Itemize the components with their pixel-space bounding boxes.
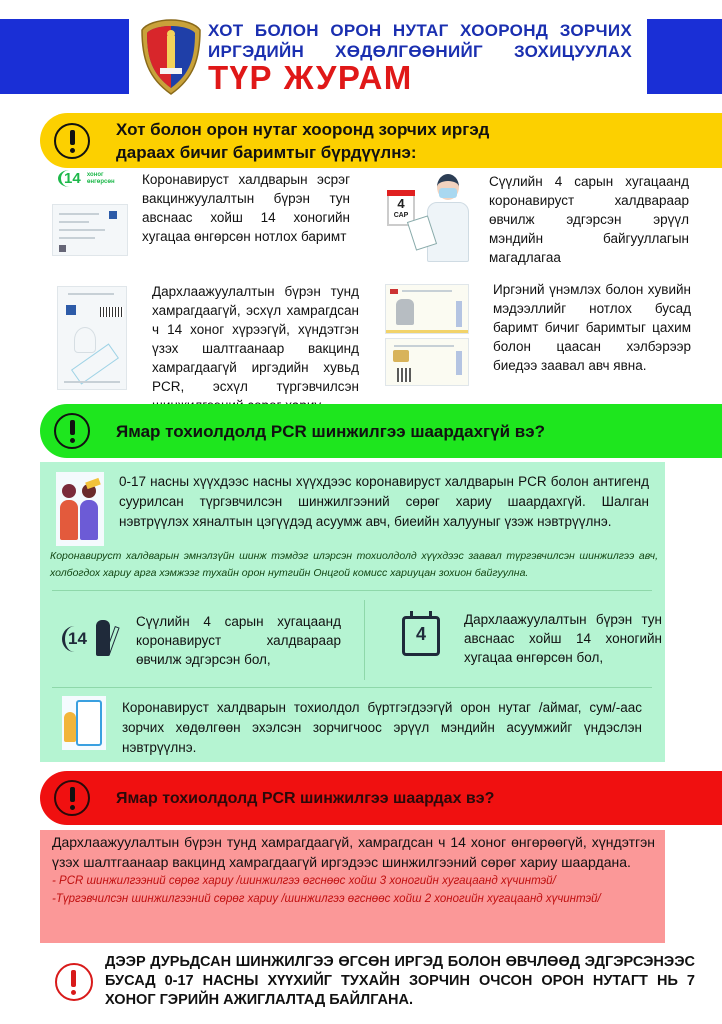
header-title-word: БОЛОН xyxy=(254,21,319,40)
no-pcr-banner xyxy=(40,404,722,458)
certificate-paper xyxy=(52,204,128,256)
divider xyxy=(52,687,652,688)
doctor-icon xyxy=(385,172,475,264)
header-title-word: ОРОН xyxy=(330,21,382,40)
document-item-test-result xyxy=(55,282,360,415)
children-exemption-text: 0-17 насны хүүхдээс насны хүүхдээс коронавируст халдварын PCR болон антигенд суурилсан түргэвчилсэн шинжилгээний сөрөг хариу шаардахгүй. Шалган нэвтрүүлэх хяналтын цэгүүдэд асуумж авч, биеийн халууныг үзэж нэвтрүүлнэ. xyxy=(119,474,649,529)
header-title-word: ХӨДӨЛГӨӨНИЙГ xyxy=(335,42,483,61)
final-notice-text: ДЭЭР ДУРЬДСАН ШИНЖИЛГЭЭ ӨГСӨН ИРГЭД БОЛОН ӨВЧЛӨӨД ЭДГЭРСЭНЭЭС БУСАД 0-17 НАСНЫ ХҮҮХИЙГ ТУХАЙН ЗОРЧИН ОЧСОН ОРОН НУТАГТ НЬ 7 ХОНОГ ГЭРИЙН АЖИГЛАЛТАД БАЙЛГАНА. xyxy=(105,954,695,1008)
recovered-icon-number: 14 xyxy=(62,626,87,652)
document-item-recovery xyxy=(385,172,705,267)
header-title-word: ИРГЭДИЙН xyxy=(208,42,305,61)
badge-number: 14 xyxy=(58,170,81,187)
children-icon xyxy=(56,472,104,546)
document-item-vaccine xyxy=(50,170,360,260)
documents-banner-line1: Хот болон орон нутаг хооронд зорчих иргэд xyxy=(116,119,490,139)
documents-banner-text xyxy=(116,118,489,164)
pcr-required-banner xyxy=(40,771,722,825)
header-subtitle: ТҮР ЖУРАМ xyxy=(208,59,413,96)
document-item-id-card xyxy=(385,280,705,388)
children-exemption xyxy=(56,472,656,546)
header-title xyxy=(208,20,632,62)
badge-text xyxy=(87,172,115,186)
header-title-word: ХООРОНД xyxy=(460,21,549,40)
id-card-front xyxy=(385,284,469,334)
document-item-text: Сүүлийн 4 сарын хугацаанд коронавируст халдвараар өвчилж эдгэрсэн эрүүл мэндийн байгууллагын магадлагаа xyxy=(489,174,689,265)
vaccinated-exemption xyxy=(402,602,662,667)
badge-text-1: хоног xyxy=(86,172,104,179)
pcr-validity-note: - PCR шинжилгээний сөрөг хариу /шинжилгээ өгснөөс хойш 3 хоногийн хугацаанд хүчинтэй/ xyxy=(52,875,556,887)
police-emblem-logo xyxy=(140,18,202,96)
calendar-icon: 4 xyxy=(402,616,440,656)
header-right-bar xyxy=(647,19,722,94)
no-pcr-banner-text: Ямар тохиолдолд PCR шинжилгээ шаардахгүй вэ? xyxy=(116,421,545,441)
recovered-patient-icon xyxy=(60,616,120,666)
header-title-word: ЗОХИЦУУЛАХ xyxy=(513,42,632,61)
header-left-bar xyxy=(0,19,129,94)
result-paper xyxy=(57,286,127,390)
id-card-icon xyxy=(385,280,475,388)
header-title-word: ХОТ xyxy=(208,21,244,40)
badge-text-2: өнгөрсөн xyxy=(86,179,115,186)
documents-banner xyxy=(40,113,722,168)
document-item-text: Коронавируст халдварын эсрэг вакцинжуулалтын бүрэн тун авснаас хойш 14 хоногийн хугацаа өнгөрсөн нотлох баримт xyxy=(142,172,350,244)
no-pcr-panel xyxy=(40,462,665,762)
doctor-figure xyxy=(425,174,471,262)
vaccine-certificate-icon xyxy=(50,170,130,260)
children-exemption-note: Коронавируст халдварын эмнэлзүйн шинж тэмдэг илэрсэн тохиолдолд хүүхдээс заавал түргэвчилсэн шинжилгээ авч, холбогдох хариу арга хэмжээг тухайн орон нутгийн Онцгой комисс хариуцан зохион байгуулна. xyxy=(50,550,658,579)
recovered-exemption-text: Сүүлийн 4 сарын хугацаанд коронавируст халдвараар өвчилж эдгэрсэн бол, xyxy=(136,614,341,667)
fourteen-days-badge xyxy=(58,170,115,187)
header-title-word: НУТАГ xyxy=(392,21,449,40)
warning-icon xyxy=(54,413,90,449)
final-notice xyxy=(55,953,695,1010)
no-cases-exemption-text: Коронавируст халдварын тохиолдол бүртгэгдээгүй орон нутаг /аймаг, сум/-аас зорчих хөдөлгөөн эхэлсэн зорчигчоос эрүүл мэндийн асуумжийг үндэслэн нэвтрүүлнэ. xyxy=(122,700,642,755)
pcr-required-panel xyxy=(40,830,665,943)
document-item-text: Иргэний үнэмлэх болон хувийн мэдээллийг нотлох бусад баримт бичиг баримтыг цахим болон цаасан хэлбэрээр биедээ заавал авч явна. xyxy=(493,282,691,373)
document-item-text: Дархлаажуулалтын бүрэн тунд хамрагдаагүй, эсхүл хамрагдсан ч 14 хоног хүрээгүй, хүндэтгэн үзэх шалтгаанаар вакцинд хамрагдаагүй иргэдийн хувьд PCR, эсхүл түргэвчилсэн xyxy=(152,284,359,394)
rapid-test-validity-note: -Түргэвчилсэн шинжилгээний сөрөг хариу /шинжилгээ өгснөөс хойш 2 хоногийн хугацаанд хүчинтэй/ xyxy=(52,893,601,905)
divider xyxy=(52,590,652,591)
pcr-required-banner-text: Ямар тохиолдолд PCR шинжилгээ шаардах вэ? xyxy=(116,789,495,807)
checklist-icon xyxy=(62,696,106,750)
header-title-word: ЗОРЧИХ xyxy=(559,21,632,40)
warning-icon xyxy=(54,780,90,816)
warning-icon xyxy=(55,963,93,1001)
pcr-required-text: Дархлаажуулалтын бүрэн тунд хамрагдаагүй, хамрагдсан ч 14 хоног өнгөрөөгүй, хүндэтгэн үзэх шалтгаанаар вакцинд хамрагдаагүй иргэдээс шинжилгээний сөрөг хариу шаардана. xyxy=(52,834,655,870)
recovered-exemption xyxy=(60,602,360,669)
test-result-document-icon xyxy=(55,282,130,392)
documents-banner-line2: дараах бичиг баримтыг бүрдүүлнэ: xyxy=(116,142,417,162)
warning-icon xyxy=(54,123,90,159)
calendar-number: 4 xyxy=(397,196,405,211)
vertical-divider xyxy=(364,600,365,680)
vaccinated-exemption-text: Дархлаажуулалтын бүрэн тун авснаас хойш 14 хоногийн хугацаа өнгөрсөн бол, xyxy=(464,612,662,665)
no-cases-exemption xyxy=(62,696,652,758)
calendar-label: САР xyxy=(393,212,409,219)
